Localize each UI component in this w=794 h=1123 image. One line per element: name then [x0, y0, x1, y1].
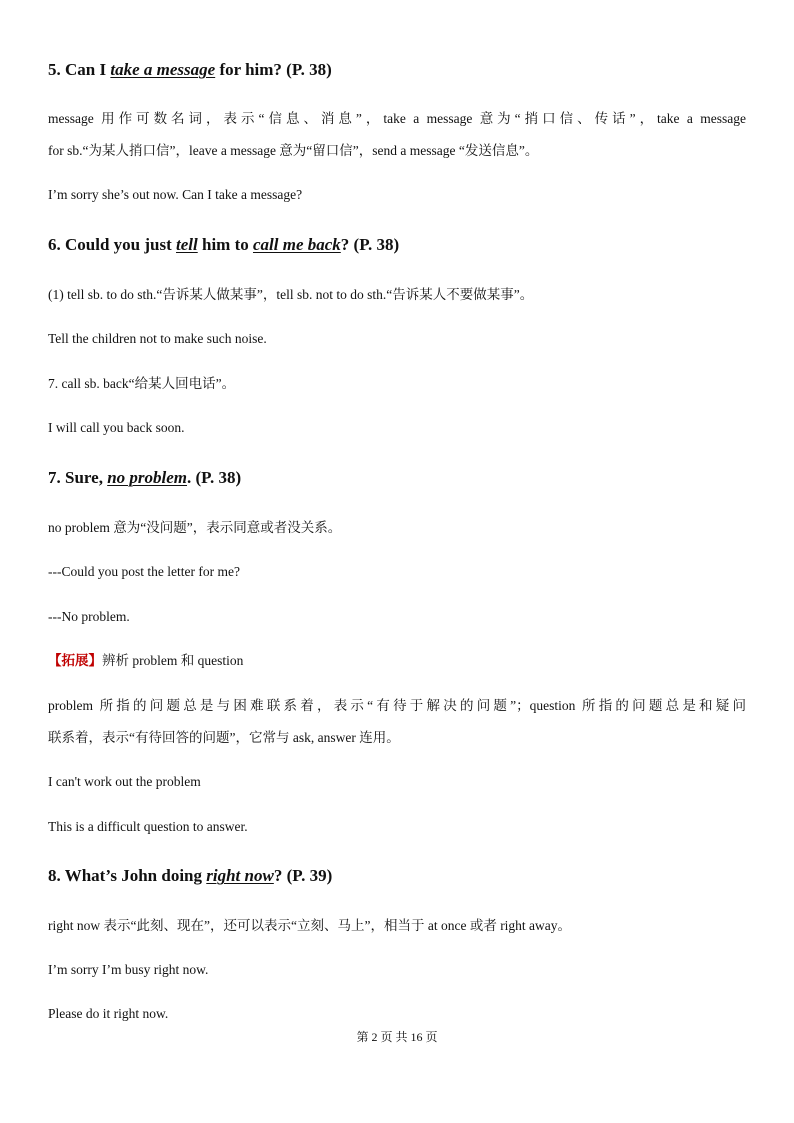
section-7-heading — [48, 468, 746, 488]
section-6-heading-pre: Could you just — [65, 235, 177, 254]
section-8-heading-post: ? (P. 39) — [273, 866, 333, 885]
section-8-keyword: right now — [206, 866, 274, 885]
section-6-keyword-2: call me back — [252, 235, 341, 254]
section-8-heading — [48, 866, 746, 886]
section-6-example-1: Tell the children not to make such noise. — [48, 331, 267, 346]
section-6-example-2: I will call you back soon. — [48, 420, 185, 435]
section-7-paragraph-2-line-2: 联系着，表示“有待回答的问题”，它常与 ask, answer 连用。 — [48, 730, 400, 745]
section-8-heading-pre: What’s John doing — [64, 866, 207, 885]
section-7-extension — [48, 653, 746, 669]
section-7-keyword: no problem — [107, 468, 188, 487]
section-5-heading-post: for him? (P. 38) — [215, 60, 332, 79]
section-6-paragraph-1: (1) tell sb. to do sth.“告诉某人做某事”，tell sb. not to do sth.“告诉某人不要做某事”。 — [48, 287, 534, 302]
section-5-paragraph-line-1: message 用作可数名词，表示“信息、消息”，take a message 意为“捎口信、传话”，take a message — [48, 111, 746, 126]
section-5-heading-pre: Can I — [65, 60, 111, 79]
section-7-paragraph-2-line-1: problem 所指的问题总是与困难联系着，表示“有待于解决的问题”；question 所指的问题总是和疑问 — [48, 698, 746, 713]
section-5-paragraph-line-2: for sb.“为某人捎口信”，leave a message 意为“留口信”，send a message “发送信息”。 — [48, 143, 539, 158]
section-6-heading — [48, 235, 746, 255]
section-6-heading-mid: him to — [197, 235, 253, 254]
section-7-paragraph-1: no problem 意为“没问题”，表示同意或者没关系。 — [48, 520, 342, 535]
section-7-example-2: This is a difficult question to answer. — [48, 819, 248, 834]
section-5-number: 5. — [48, 60, 65, 79]
section-7-dialogue-line-1: ---Could you post the letter for me? — [48, 564, 240, 579]
section-6-heading-post: ? (P. 38) — [340, 235, 400, 254]
section-7-dialogue-line-2: ---No problem. — [48, 609, 130, 624]
section-7-heading-pre: Sure, — [65, 468, 108, 487]
page-footer: 第 2 页 共 16 页 — [356, 1030, 438, 1044]
section-7-example-1: I can't work out the problem — [48, 774, 201, 789]
section-6-keyword-1: tell — [176, 235, 198, 254]
extension-tag: 【拓展】 — [48, 653, 102, 668]
section-5-heading — [48, 60, 746, 80]
section-8-example-2: Please do it right now. — [48, 1006, 169, 1021]
section-6-paragraph-2: 7. call sb. back“给某人回电话”。 — [48, 376, 236, 391]
section-8-paragraph-1: right now 表示“此刻、现在”，还可以表示“立刻、马上”，相当于 at once 或者 right away。 — [48, 918, 572, 933]
section-6-number: 6. — [48, 235, 65, 254]
section-8-number: 8. — [48, 866, 65, 885]
section-5-keyword: take a message — [110, 60, 216, 79]
section-5-example: I’m sorry she’s out now. Can I take a message? — [48, 187, 303, 202]
section-7-number: 7. — [48, 468, 65, 487]
extension-text: 辨析 problem 和 question — [102, 653, 244, 668]
section-8-example-1: I’m sorry I’m busy right now. — [48, 962, 209, 977]
section-7-heading-post: . (P. 38) — [187, 468, 242, 487]
